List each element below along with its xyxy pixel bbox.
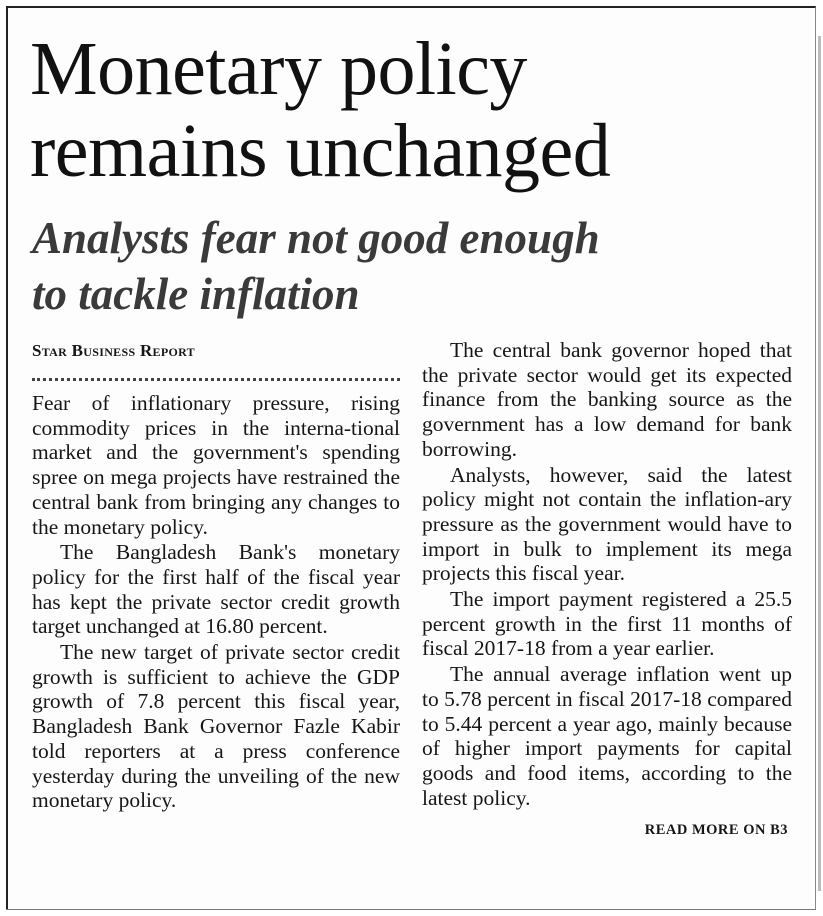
paragraph: Analysts, however, said the latest policy might not contain the inflation-ary pressure as the government would have to import in bulk to implement its mega projects this fiscal year. xyxy=(422,462,792,586)
headline-line-2: remains unchanged xyxy=(30,109,611,193)
subheadline-line-2: to tackle inflation xyxy=(32,269,360,319)
paragraph: The new target of private sector credit growth is sufficient to achieve the GDP growth of 7.8 percent this fiscal year, Bangladesh Bank Governor Fazle Kabir told reporters at a press conference yesterday during the unveiling of the new monetary policy. xyxy=(32,640,400,813)
dotted-divider xyxy=(32,378,400,381)
subheadline-line-1: Analysts fear not good enough xyxy=(32,213,600,263)
byline: Star Business Report xyxy=(32,341,195,360)
article-column-left xyxy=(32,338,400,814)
article-column-right xyxy=(422,338,792,843)
paragraph: The Bangladesh Bank's monetary policy for the first half of the fiscal year has kept the private sector credit growth target unchanged at 16.80 percent. xyxy=(32,540,400,639)
headline-line-1: Monetary policy xyxy=(30,27,527,111)
read-more-link[interactable]: READ MORE ON B3 xyxy=(644,822,788,839)
headline xyxy=(30,28,610,192)
clipping-bottom-edge xyxy=(6,909,816,910)
subheadline xyxy=(32,210,600,322)
paragraph: Fear of inflationary pressure, rising commodity prices in the interna-tional market and the government's spending spree on mega projects have restrained the central bank from bringing any changes to the monetary policy. xyxy=(32,391,400,539)
clipping-right-edge xyxy=(818,36,821,891)
paragraph: The annual average inflation went up to 5.78 percent in fiscal 2017-18 compared to 5.44 percent a year ago, mainly because of higher import payments for capital goods and food items, according to the latest policy. xyxy=(422,662,792,810)
paragraph: The central bank governor hoped that the private sector would get its expected finance from the banking source as the government has a low demand for bank borrowing. xyxy=(422,338,792,461)
paragraph: The import payment registered a 25.5 percent growth in the first 11 months of fiscal 2017-18 from a year earlier. xyxy=(422,587,792,661)
